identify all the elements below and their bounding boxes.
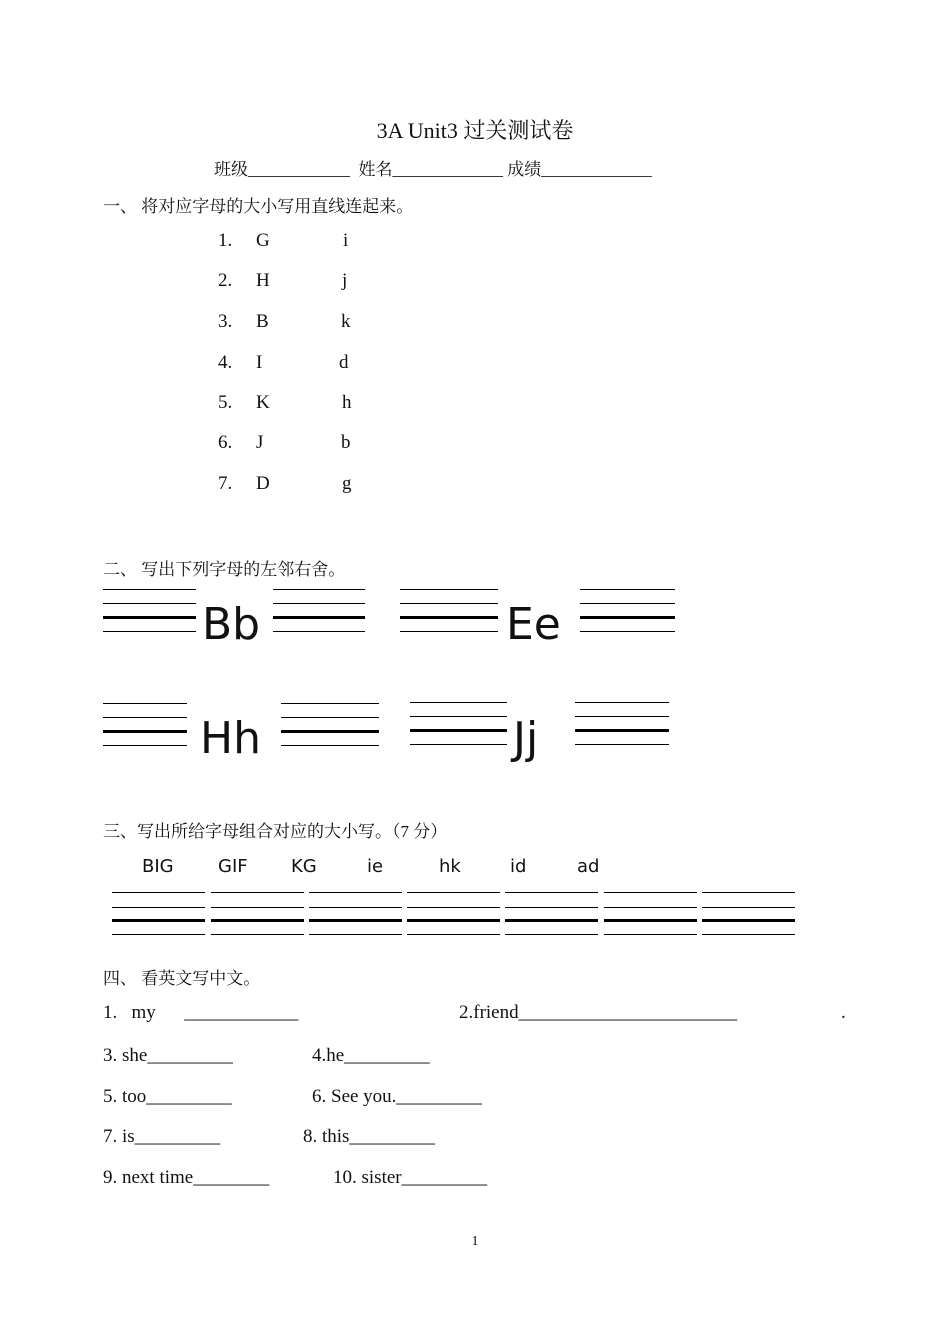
page-number: 1 <box>471 1234 479 1249</box>
section2-heading: 二、 写出下列字母的左邻右舍。 <box>103 560 346 579</box>
question-4: 4.he_________ <box>312 1045 430 1066</box>
question-5: 5. too_________ <box>103 1086 232 1107</box>
question-10: 10. sister_________ <box>333 1167 488 1188</box>
section4-heading: 四、 看英文写中文。 <box>103 969 261 988</box>
page-title: 3A Unit3 过关测试卷 <box>376 118 574 143</box>
question-6: 6. See you._________ <box>312 1086 482 1107</box>
question-3: 3. she_________ <box>103 1045 233 1066</box>
combo-label: ad <box>577 856 600 877</box>
section1-heading: 一、 将对应字母的大小写用直线连起来。 <box>103 197 414 216</box>
letter-pair: Bb <box>202 599 261 650</box>
question-7: 7. is_________ <box>103 1126 221 1147</box>
combo-label: KG <box>291 856 317 877</box>
combo-label: ie <box>367 856 384 877</box>
combo-label: id <box>510 856 527 877</box>
student-info-line: 班级____________ 姓名_____________ 成绩_____________ <box>214 160 652 179</box>
question-2-period: . <box>841 1002 846 1023</box>
question-8: 8. this_________ <box>303 1126 435 1147</box>
combo-label: BIG <box>142 856 174 877</box>
section3-heading: 三、写出所给字母组合对应的大小写。（7 分） <box>103 822 448 841</box>
combo-label: GIF <box>218 856 248 877</box>
question-9: 9. next time________ <box>103 1167 270 1188</box>
combo-label: hk <box>439 856 461 877</box>
question-1: 1. my ____________ <box>103 1002 299 1023</box>
question-2: 2.friend_______________________ <box>459 1002 738 1023</box>
letter-pair: Ee <box>506 599 561 650</box>
letter-pair: Jj <box>513 713 539 764</box>
letter-pair: Hh <box>200 713 261 764</box>
